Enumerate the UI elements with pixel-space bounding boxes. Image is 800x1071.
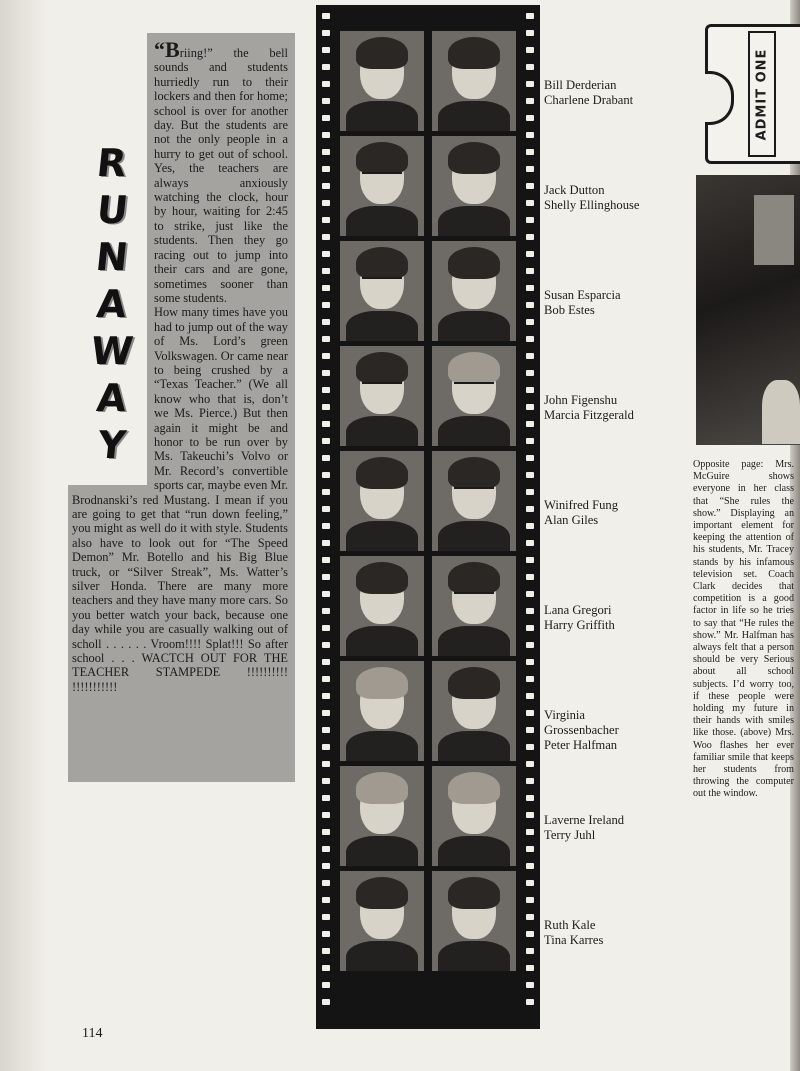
teacher-name: Bill Derderian (544, 78, 617, 92)
name-group (544, 183, 684, 288)
sprocket-hole (526, 149, 534, 155)
sprocket-hole (322, 999, 330, 1005)
portrait-frames (340, 31, 516, 976)
sprocket-hole (322, 829, 330, 835)
portrait-hair (356, 667, 408, 699)
portrait-hair (356, 247, 408, 279)
sprocket-hole (526, 387, 534, 393)
portrait-row (340, 346, 516, 446)
title-letter: A (95, 376, 130, 420)
sprocket-hole (526, 642, 534, 648)
portrait-hair (448, 562, 500, 594)
portrait-shoulders (346, 521, 418, 551)
portrait-row (340, 136, 516, 236)
sprocket-hole (526, 710, 534, 716)
sprocket-hole (322, 846, 330, 852)
sprocket-hole (526, 676, 534, 682)
name-group (544, 918, 684, 1023)
portrait-shoulders (346, 836, 418, 866)
sprocket-hole (322, 863, 330, 869)
sprocket-hole (526, 727, 534, 733)
sprocket-hole (526, 489, 534, 495)
teacher-name: Alan Giles (544, 513, 599, 527)
portrait-shoulders (438, 101, 510, 131)
sprocket-hole (526, 336, 534, 342)
portrait-hair (356, 877, 408, 909)
portrait-shoulders (346, 101, 418, 131)
admit-one-ticket (705, 24, 800, 164)
sprocket-hole (322, 132, 330, 138)
teacher-portrait (432, 661, 516, 761)
teacher-name: Charlene Drabant (544, 93, 634, 107)
sprocket-hole (322, 965, 330, 971)
sprocket-hole (322, 336, 330, 342)
portrait-row (340, 556, 516, 656)
portrait-hair (448, 352, 500, 384)
teacher-name: Grossenbacher (544, 723, 619, 737)
title-letter: N (93, 235, 131, 279)
sprocket-hole (526, 897, 534, 903)
sprocket-hole (322, 387, 330, 393)
sprocket-hole (322, 523, 330, 529)
portrait-shoulders (438, 206, 510, 236)
name-group (544, 708, 684, 813)
portrait-shoulders (346, 311, 418, 341)
sprocket-hole (322, 489, 330, 495)
sprocket-hole (322, 676, 330, 682)
teacher-portrait (340, 766, 424, 866)
sprocket-holes-right (526, 13, 534, 1016)
glasses-icon (362, 172, 402, 182)
name-group (544, 78, 684, 183)
title-letter: R (95, 141, 129, 185)
teacher-name: Ruth Kale (544, 918, 596, 932)
portrait-shoulders (346, 416, 418, 446)
sprocket-holes-left (322, 13, 330, 1016)
teacher-name: Shelly Ellinghouse (544, 198, 640, 212)
portrait-hair (356, 37, 408, 69)
sprocket-hole (526, 812, 534, 818)
portrait-shoulders (438, 521, 510, 551)
sprocket-hole (322, 557, 330, 563)
sprocket-hole (322, 166, 330, 172)
drop-cap: “B (154, 37, 180, 62)
portrait-shoulders (438, 416, 510, 446)
teacher-name: Lana Gregori (544, 603, 612, 617)
classroom-photo (696, 175, 800, 445)
ticket-label (748, 31, 776, 157)
sprocket-hole (526, 846, 534, 852)
film-strip (316, 5, 540, 1029)
sprocket-hole (526, 98, 534, 104)
sprocket-hole (526, 166, 534, 172)
glasses-icon (454, 382, 494, 392)
teacher-portrait (432, 346, 516, 446)
sprocket-hole (526, 81, 534, 87)
portrait-hair (356, 562, 408, 594)
portrait-hair (448, 667, 500, 699)
sprocket-hole (526, 115, 534, 121)
sprocket-hole (322, 795, 330, 801)
teacher-name: Jack Dutton (544, 183, 605, 197)
teacher-portrait (340, 31, 424, 131)
sprocket-hole (526, 914, 534, 920)
teacher-name: Susan Esparcia (544, 288, 621, 302)
sprocket-hole (526, 982, 534, 988)
portrait-shoulders (438, 626, 510, 656)
sprocket-hole (322, 472, 330, 478)
sprocket-hole (322, 897, 330, 903)
portrait-hair (448, 772, 500, 804)
sprocket-hole (526, 591, 534, 597)
sprocket-hole (526, 132, 534, 138)
sprocket-hole (322, 64, 330, 70)
teacher-portrait (340, 556, 424, 656)
sprocket-hole (526, 251, 534, 257)
sprocket-hole (322, 149, 330, 155)
teacher-name: Marcia Fitzgerald (544, 408, 634, 422)
sprocket-hole (526, 999, 534, 1005)
glasses-icon (454, 487, 494, 497)
sprocket-hole (322, 30, 330, 36)
photo-caption: Opposite page: Mrs. McGuire shows everyone in her class that “She rules the show.” Displaying an important element for keeping the attention of his students, Mr. Tracey stands by his infamous television set. Coach Clark decides that competition is a good factor in life so he tries to say that “He rules the show.” Mr. Halfman has always felt that a person should be very Serious about all school subjects. I’d worry too, if these people were holding my future in their hands with smiles like those. (above) Mrs. Woo flashes her ever familiar smile that keeps her students from throwing the computer out the window. (693, 459, 794, 800)
sprocket-hole (526, 217, 534, 223)
sprocket-hole (322, 200, 330, 206)
sprocket-hole (526, 795, 534, 801)
sprocket-hole (526, 540, 534, 546)
sprocket-hole (322, 47, 330, 53)
portrait-hair (448, 142, 500, 174)
sprocket-hole (526, 506, 534, 512)
portrait-shoulders (346, 731, 418, 761)
sprocket-hole (322, 115, 330, 121)
story-body: riing!” the bell sounds and students hurriedly run to their lockers and then for home; school is over for another day. But the students are not the only people in a hurry to get out of school. Yes, the teachers are always anxiously watching the clock, hour by hour, waiting for 2:45 to strike, just like the students. Then they go racing out to jump into their cars and are gone, sometimes sooner than some students. (154, 46, 288, 305)
story-paragraph-2: How many times have you had to jump out of the way of Ms. Lord’s green Volkswagen. Or came near to being crushed by a “Texas Teacher.” (We all know who that is, don’t we Ms. Pierce.) But then again it might be and honor to be run over by Ms. Takeuchi’s Volvo or Mr. Record’s convertible sports car, maybe even Mr. Brodnanski’s red Mustang. I mean if you are going to get that “run down feeling,” you might as well do it with style. Students also have to look out for “The Speed Demon” Mr. Botello and his Big Blue truck, or “Silver Streak”, Ms. Watter’s silver Honda. There are many more teachers and they have many more cars. So you better watch your back, because one day while you are casually walking out of scholl . . . . . . Vroom!!!! Splat!!! So after school . . . WACTCH OUT FOR THE TEACHER STAMPEDE !!!!!!!!!! !!!!!!!!!!! (72, 305, 288, 694)
sprocket-hole (526, 880, 534, 886)
portrait-hair (356, 457, 408, 489)
sprocket-hole (322, 778, 330, 784)
portrait-hair (448, 457, 500, 489)
sprocket-hole (322, 880, 330, 886)
sprocket-hole (322, 455, 330, 461)
sprocket-hole (322, 13, 330, 19)
sprocket-hole (526, 948, 534, 954)
sprocket-hole (526, 200, 534, 206)
teacher-portrait (340, 451, 424, 551)
portrait-hair (448, 247, 500, 279)
sprocket-hole (526, 523, 534, 529)
teacher-name: Bob Estes (544, 303, 595, 317)
sprocket-hole (526, 693, 534, 699)
sprocket-hole (526, 965, 534, 971)
story-text (72, 37, 288, 787)
sprocket-hole (322, 693, 330, 699)
sprocket-hole (322, 744, 330, 750)
sprocket-hole (322, 319, 330, 325)
ticket-text: ADMIT ONE (754, 48, 770, 140)
portrait-shoulders (438, 836, 510, 866)
portrait-row (340, 871, 516, 971)
sprocket-hole (322, 302, 330, 308)
portrait-hair (448, 877, 500, 909)
sprocket-hole (526, 557, 534, 563)
sprocket-hole (322, 761, 330, 767)
sprocket-hole (322, 421, 330, 427)
sprocket-hole (526, 761, 534, 767)
teacher-name: John Figenshu (544, 393, 618, 407)
sprocket-hole (322, 268, 330, 274)
sprocket-hole (526, 13, 534, 19)
portrait-shoulders (346, 206, 418, 236)
name-group (544, 498, 684, 603)
sprocket-hole (526, 30, 534, 36)
sprocket-hole (322, 438, 330, 444)
portrait-shoulders (346, 941, 418, 971)
name-group (544, 813, 684, 918)
portrait-row (340, 766, 516, 866)
teacher-portrait (432, 871, 516, 971)
sprocket-hole (322, 574, 330, 580)
title-letter: U (94, 188, 130, 232)
sprocket-hole (322, 370, 330, 376)
glasses-icon (362, 277, 402, 287)
sprocket-hole (322, 81, 330, 87)
portrait-shoulders (346, 626, 418, 656)
sprocket-hole (526, 438, 534, 444)
sprocket-hole (322, 659, 330, 665)
portrait-hair (448, 37, 500, 69)
teacher-name: Laverne Ireland (544, 813, 625, 827)
teacher-portrait (432, 451, 516, 551)
teacher-portrait (432, 31, 516, 131)
sprocket-hole (322, 540, 330, 546)
sprocket-hole (322, 727, 330, 733)
portrait-hair (356, 142, 408, 174)
title-letter: W (88, 329, 136, 373)
teacher-portrait (340, 346, 424, 446)
sprocket-hole (322, 931, 330, 937)
portrait-row (340, 241, 516, 341)
sprocket-hole (526, 421, 534, 427)
sprocket-hole (526, 285, 534, 291)
teacher-figure (762, 380, 800, 444)
sprocket-hole (322, 98, 330, 104)
sprocket-hole (322, 710, 330, 716)
portrait-hair (356, 772, 408, 804)
teacher-portrait (340, 871, 424, 971)
sprocket-hole (526, 404, 534, 410)
sprocket-hole (526, 829, 534, 835)
glasses-icon (454, 592, 494, 602)
name-group (544, 288, 684, 393)
sprocket-hole (526, 302, 534, 308)
teacher-name: Virginia (544, 708, 585, 722)
teacher-names (544, 78, 684, 1023)
sprocket-hole (526, 931, 534, 937)
sprocket-hole (322, 506, 330, 512)
page-number: 114 (82, 1026, 103, 1041)
sprocket-hole (526, 472, 534, 478)
teacher-portrait (432, 241, 516, 341)
portrait-row (340, 451, 516, 551)
glasses-icon (362, 382, 402, 392)
sprocket-hole (322, 285, 330, 291)
teacher-portrait (432, 136, 516, 236)
sprocket-hole (322, 982, 330, 988)
sprocket-hole (526, 574, 534, 580)
name-group (544, 603, 684, 708)
portrait-shoulders (438, 311, 510, 341)
text-wrap-spacer (72, 42, 154, 482)
sprocket-hole (322, 353, 330, 359)
teacher-portrait (432, 766, 516, 866)
sprocket-hole (526, 608, 534, 614)
television-screen (754, 195, 794, 265)
sprocket-hole (526, 370, 534, 376)
portrait-shoulders (438, 731, 510, 761)
name-group (544, 393, 684, 498)
sprocket-hole (526, 353, 534, 359)
page-gutter-shade (0, 0, 48, 1071)
sprocket-hole (322, 642, 330, 648)
sprocket-hole (322, 404, 330, 410)
sprocket-hole (322, 914, 330, 920)
teacher-name: Peter Halfman (544, 738, 618, 752)
sprocket-hole (322, 183, 330, 189)
sprocket-hole (526, 234, 534, 240)
ticket-notch (705, 71, 734, 125)
sprocket-hole (526, 47, 534, 53)
sprocket-hole (322, 948, 330, 954)
sprocket-hole (526, 659, 534, 665)
sprocket-hole (322, 608, 330, 614)
portrait-row (340, 31, 516, 131)
sprocket-hole (322, 812, 330, 818)
teacher-name: Tina Karres (544, 933, 604, 947)
teacher-portrait (340, 136, 424, 236)
title-letter: A (95, 282, 130, 326)
sprocket-hole (526, 319, 534, 325)
sprocket-hole (526, 268, 534, 274)
sprocket-hole (526, 625, 534, 631)
teacher-name: Harry Griffith (544, 618, 615, 632)
teacher-name: Winifred Fung (544, 498, 618, 512)
sprocket-hole (322, 625, 330, 631)
sprocket-hole (526, 183, 534, 189)
sprocket-hole (526, 64, 534, 70)
sprocket-hole (526, 744, 534, 750)
sprocket-hole (322, 251, 330, 257)
portrait-shoulders (438, 941, 510, 971)
sprocket-hole (322, 217, 330, 223)
teacher-portrait (340, 661, 424, 761)
teacher-portrait (432, 556, 516, 656)
teacher-name: Terry Juhl (544, 828, 596, 842)
portrait-row (340, 661, 516, 761)
sprocket-hole (322, 591, 330, 597)
teacher-portrait (340, 241, 424, 341)
title-letter: Y (95, 423, 129, 467)
sprocket-hole (526, 455, 534, 461)
sprocket-hole (322, 234, 330, 240)
portrait-hair (356, 352, 408, 384)
sprocket-hole (526, 863, 534, 869)
sprocket-hole (526, 778, 534, 784)
